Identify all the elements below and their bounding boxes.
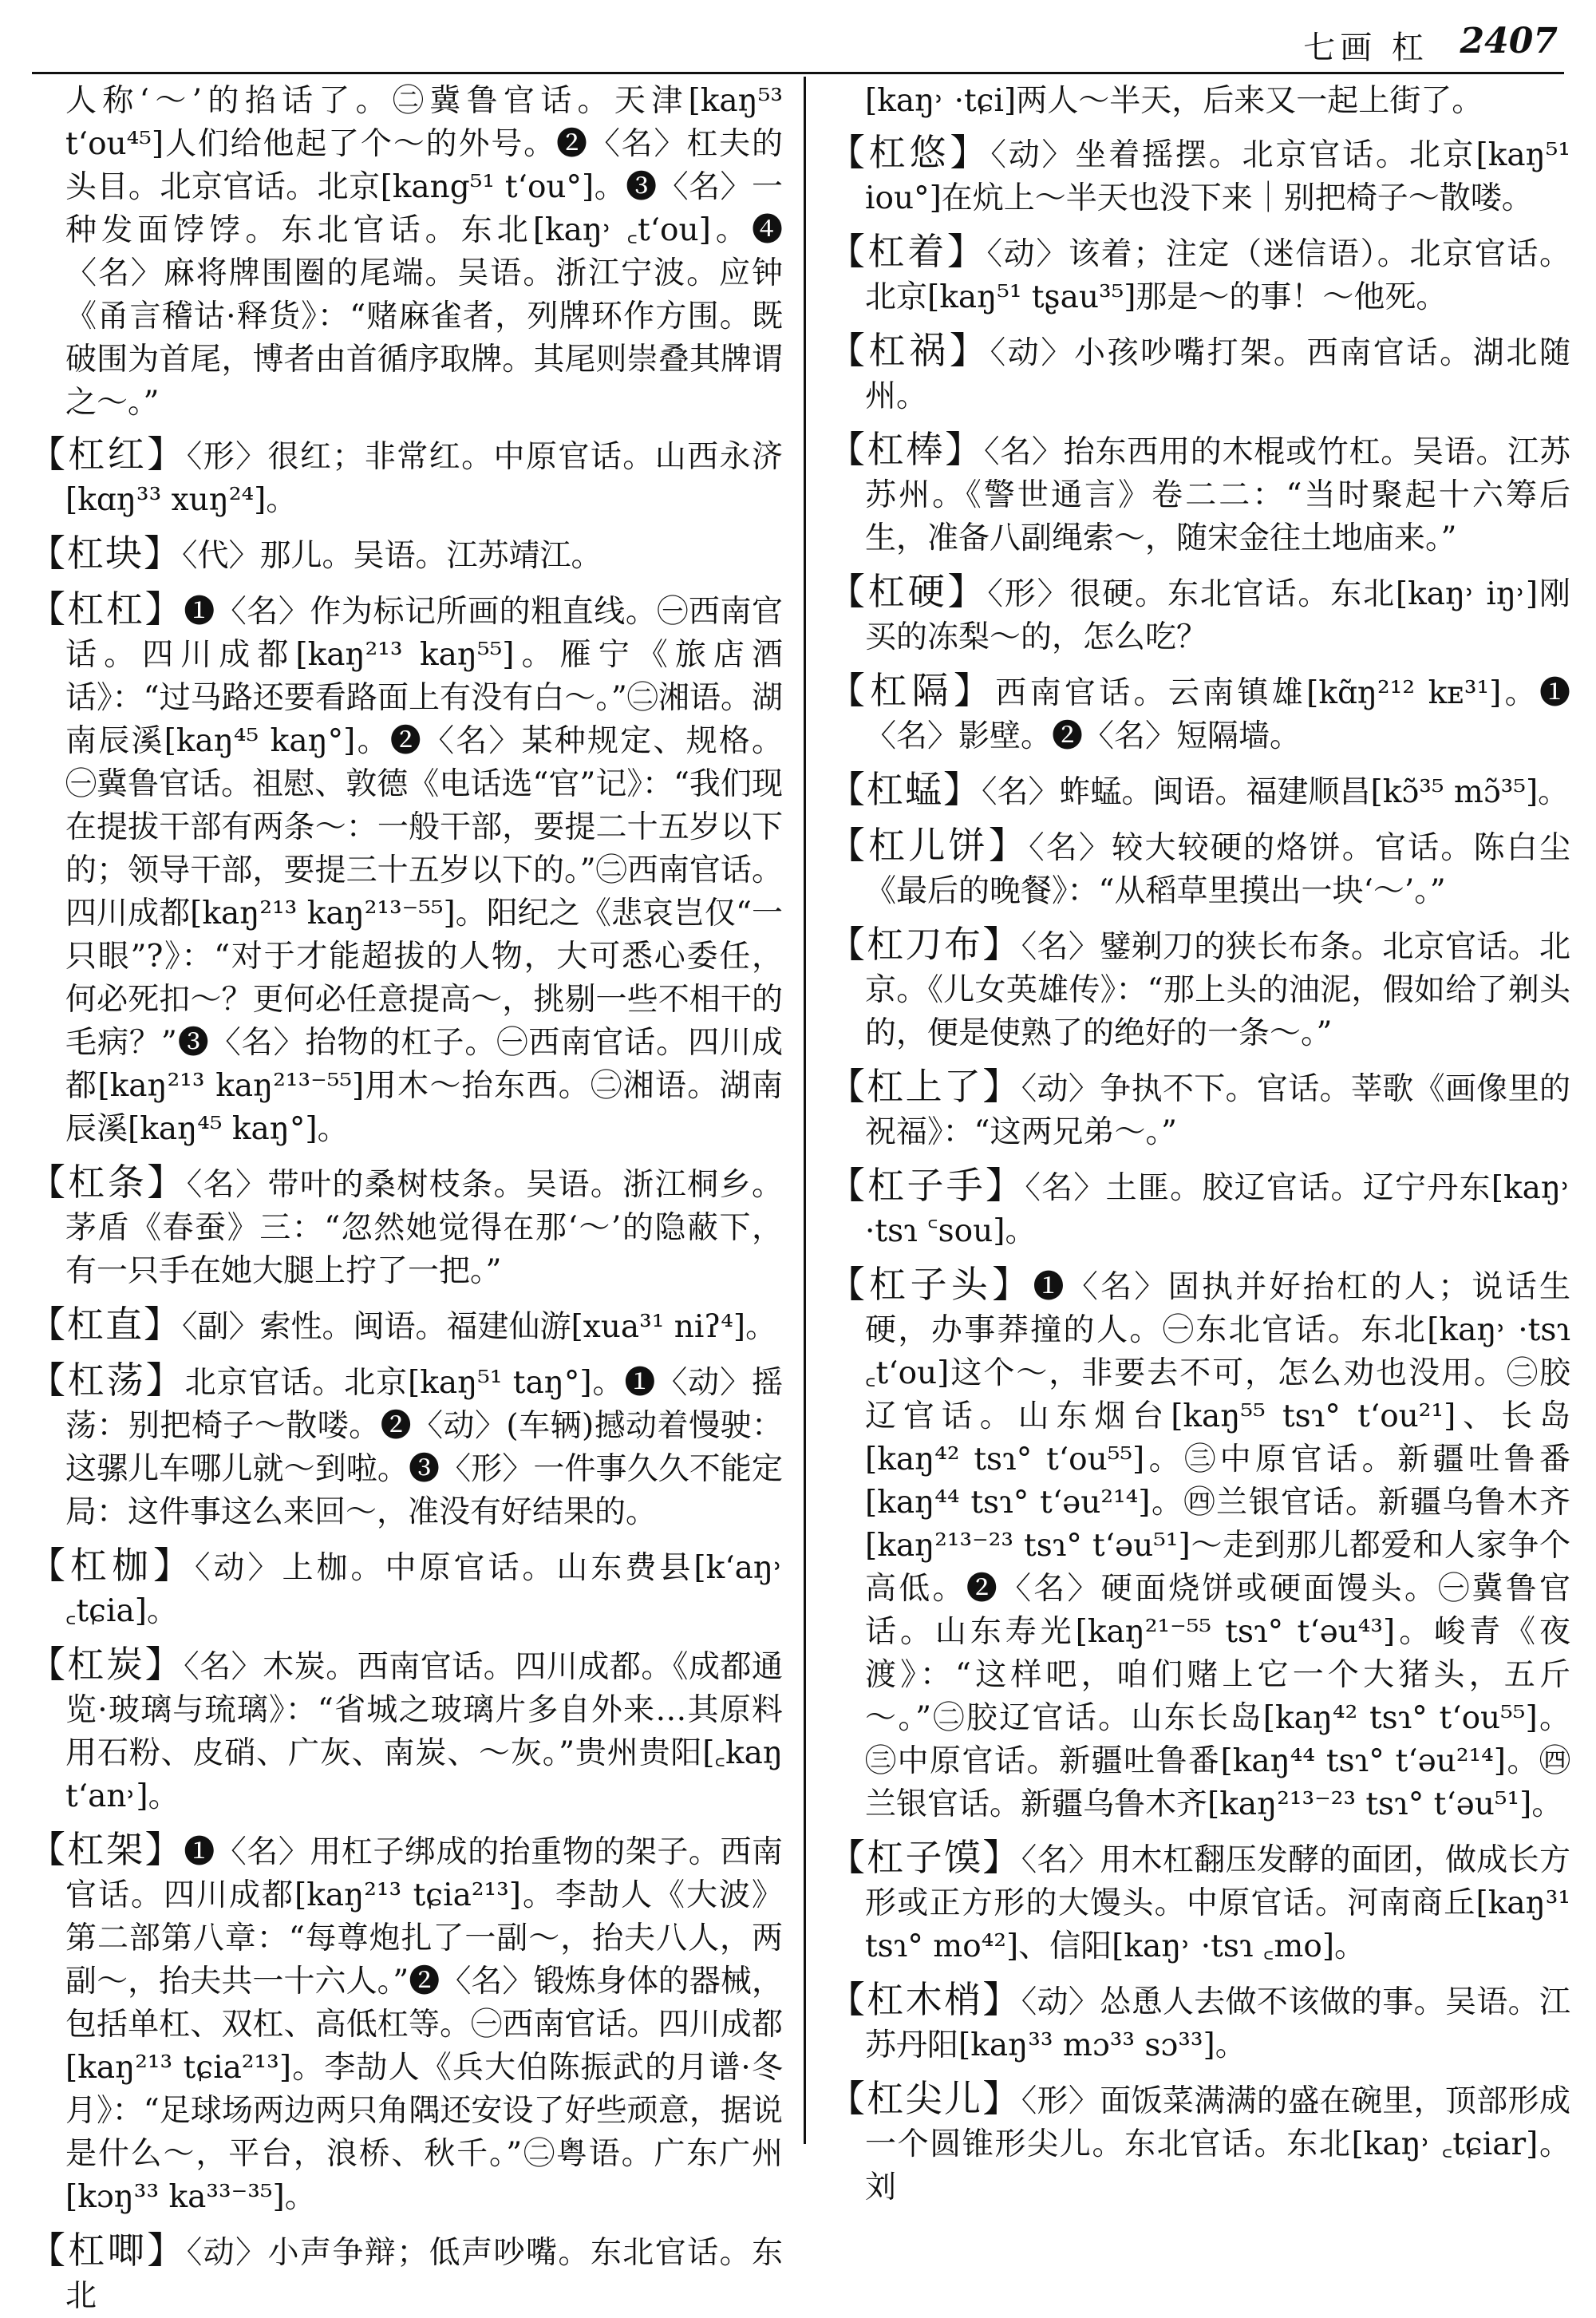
entry-headword: 【杠着】 xyxy=(828,230,987,273)
dictionary-entry xyxy=(828,1836,1570,1968)
dictionary-entry xyxy=(828,1065,1570,1154)
entry-definition: 〈动〉该着；注定（迷信语）。北京官话。北京[kaŋ⁵¹ tʂau³⁵]那是～的事！～他死。 xyxy=(865,236,1570,315)
dictionary-entry xyxy=(828,669,1570,758)
entry-definition: 〈形〉很红；非常红。中原官话。山西永济[kɑŋ³³ xuŋ²⁴]。 xyxy=(65,439,783,518)
dictionary-entry xyxy=(29,433,783,522)
dictionary-entry xyxy=(29,1303,783,1349)
entry-definition: 〈动〉争执不下。官话。莘歌《画像里的祝福》：“这两兄弟～。” xyxy=(865,1071,1570,1150)
entry-definition: 〈名〉带叶的桑树枝条。吴语。浙江桐乡。茅盾《春蚕》三：“忽然她觉得在那‘～’的隐蔽下，有一只手在她大腿上拧了一把。” xyxy=(65,1167,783,1289)
entry-headword: 【杠上了】 xyxy=(828,1065,1021,1108)
entry-definition: 北京官话。北京[kaŋ⁵¹ taŋ°]。❶〈动〉摇荡：别把椅子～散喽。❷〈动〉(车辆)撼动着慢驶：这骡儿车哪儿就～到啦。❸〈形〉一件事久久不能定局：这件事这么来回～，准没有好结果的。 xyxy=(65,1365,784,1530)
entry-definition: 〈名〉鐾剃刀的狭长布条。北京官话。北京。《儿女英雄传》：“那上头的油泥，假如给了剃头的，便是使熟了的绝好的一条～。” xyxy=(865,929,1570,1051)
entry-headword: 【杠蜢】 xyxy=(828,768,982,811)
entry-definition: ❶〈名〉用杠子绑成的抬重物的架子。西南官话。四川成都[kaŋ²¹³ tɕia²¹³]。李劼人《大波》第二部第八章：“每尊炮扎了一副～，抬夫八人，两副～，抬夫共一十六人。”❷〈名〉锻炼身体的器械，包括单杠、双杠、高低杠等。㊀西南官话。四川成都[kaŋ²¹³ tɕia²¹³]。李劼人《兵大伯陈振武的月谱·冬月》：“足球场两边两只角隅还安设了好些顽意，据说是什么～，平台，浪桥、秋千。”㊁粤语。广东广州[kɔŋ³³ ka³³⁻³⁵]。 xyxy=(65,1834,783,2215)
dictionary-entry xyxy=(29,587,783,1151)
dictionary-entry xyxy=(29,532,783,578)
entry-headword: 【杠枷】 xyxy=(29,1544,195,1587)
dictionary-entry xyxy=(828,1263,1570,1826)
entry-headword: 【杠棒】 xyxy=(828,428,984,471)
entry-headword: 【杠架】 xyxy=(29,1828,184,1871)
dictionary-entry xyxy=(828,230,1570,319)
entry-headword: 【杠条】 xyxy=(29,1161,187,1204)
dictionary-entry xyxy=(828,923,1570,1055)
right-column xyxy=(828,80,1571,2205)
entry-headword: 【杠荡】 xyxy=(29,1359,185,1402)
entry-definition: ❶〈名〉固执并好抬杠的人；说话生硬，办事莽撞的人。㊀东北官话。东北[kaŋ˒ ·tsɿ ꜀tʻou]这个～，非要去不可，怎么劝也没用。㊁胶辽官话。山东烟台[kaŋ⁵⁵ tsɿ° tʻou²¹]、长岛[kaŋ⁴² tsɿ° tʻou⁵⁵]。㊂中原官话。新疆吐鲁番[kaŋ⁴⁴ tsɿ° tʻəu²¹⁴]。㊃兰银官话。新疆乌鲁木齐[kaŋ²¹³⁻²³ tsɿ° tʻəu⁵¹]～走到那儿都爱和人家争个高低。❷〈名〉硬面烧饼或硬面馒头。㊀冀鲁官话。山东寿光[kaŋ²¹⁻⁵⁵ tsɿ° tʻəu⁴³]。峻青《夜渡》：“这样吧，咱们赌上它一个大猪头，五斤～。”㊁胶辽官话。山东长岛[kaŋ⁴² tsɿ° tʻou⁵⁵]。㊂中原官话。新疆吐鲁番[kaŋ⁴⁴ tsɿ° tʻəu²¹⁴]。㊃兰银官话。新疆乌鲁木齐[kaŋ²¹³⁻²³ tsɿ° tʻəu⁵¹]。 xyxy=(865,1269,1570,1822)
entry-definition: 西南官话。云南镇雄[kɑ̃ŋ²¹² kᴇ³¹]。❶〈名〉影壁。❷〈名〉短隔墙。 xyxy=(865,675,1570,754)
dictionary-entry xyxy=(828,824,1570,913)
dictionary-entry xyxy=(828,428,1570,560)
left-column xyxy=(29,80,784,2314)
dictionary-entry xyxy=(29,1828,783,2219)
entry-definition: 〈名〉蚱蜢。闽语。福建顺昌[kɔ̃³⁵ mɔ̃³⁵]。 xyxy=(982,774,1570,810)
entry-definition: 〈名〉用木杠翻压发酵的面团，做成长方形或正方形的大馒头。中原官话。河南商丘[kaŋ³¹ tsɿ° mo⁴²]、信阳[kaŋ˒ ·tsɿ ꜀mo]。 xyxy=(865,1842,1570,1964)
entry-headword: 【杠块】 xyxy=(29,532,182,575)
entry-headword: 【杠尖儿】 xyxy=(828,2077,1021,2120)
entry-definition: 〈形〉面饭菜满满的盛在碗里，顶部形成一个圆锥形尖儿。东北官话。东北[kaŋ˒ ꜀tɕiar]。刘 xyxy=(865,2083,1570,2205)
entry-headword: 【杠刀布】 xyxy=(828,923,1021,966)
entry-definition: 〈形〉很硬。东北官话。东北[kaŋ˒ iŋ˒]刚买的冻梨～的，怎么吃？ xyxy=(865,576,1571,655)
entry-definition: 〈动〉怂恿人去做不该做的事。吴语。江苏丹阳[kaŋ³³ mɔ³³ sɔ³³]。 xyxy=(865,1984,1570,2063)
column-divider xyxy=(804,77,806,2144)
dictionary-entry xyxy=(828,329,1570,418)
running-title: 七画 杠 xyxy=(1303,30,1428,66)
entry-definition: 〈代〉那儿。吴语。江苏靖江。 xyxy=(182,538,602,574)
entry-definition: 〈动〉坐着摇摆。北京官话。北京[kaŋ⁵¹ iou°]在炕上～半天也没下来｜别把椅子～散喽。 xyxy=(865,137,1570,216)
page-number: 2407 xyxy=(1460,21,1558,61)
entry-definition: 〈名〉木炭。西南官话。四川成都。《成都通览·玻璃与琉璃》：“省城之玻璃片多自外来…其原料用石粉、皮硝、广灰、南炭、～灰。”贵州贵阳[꜀kaŋ tʻan˒]。 xyxy=(65,1649,783,1814)
entry-headword: 【杠木梢】 xyxy=(828,1978,1021,2021)
entry-definition: 〈动〉小孩吵嘴打架。西南官话。湖北随州。 xyxy=(865,335,1570,414)
dictionary-entry xyxy=(29,1643,783,1818)
entry-headword: 【杠直】 xyxy=(29,1303,182,1346)
dictionary-entry xyxy=(828,570,1570,659)
dictionary-entry xyxy=(828,1978,1570,2067)
entry-headword: 【杠子馍】 xyxy=(828,1836,1021,1879)
entry-definition: 〈名〉土匪。胶辽官话。辽宁丹东[kaŋ˒ ·tsɿ ꜂sou]。 xyxy=(865,1170,1570,1249)
dictionary-entry xyxy=(29,1161,783,1293)
entry-headword: 【杠子手】 xyxy=(828,1164,1025,1207)
entry-headword: 【杠炭】 xyxy=(29,1643,184,1686)
dictionary-entry xyxy=(29,1544,783,1633)
dictionary-entry xyxy=(828,2077,1570,2209)
entry-headword: 【杠唧】 xyxy=(29,2229,187,2272)
dictionary-entry xyxy=(29,2229,783,2318)
entry-definition: 〈动〉小声争辩；低声吵嘴。东北官话。东北 xyxy=(65,2235,783,2314)
entry-headword: 【杠儿饼】 xyxy=(828,824,1029,867)
entry-definition: ❶〈名〉作为标记所画的粗直线。㊀西南官话。四川成都[kaŋ²¹³ kaŋ⁵⁵]。雁宁《旅店酒话》：“过马路还要看路面上有没有白～。”㊁湘语。湖南辰溪[kaŋ⁴⁵ kaŋ°]。❷〈名〉某种规定、规格。㊀冀鲁官话。祖慰、敦德《电话选“官”记》：“我们现在提拔干部有两条～：一般干部，要提二十五岁以下的；领导干部，要提三十五岁以下的。”㊁西南官话。四川成都[kaŋ²¹³ kaŋ²¹³⁻⁵⁵]。阳纪之《悲哀岂仅“一只眼”?》：“对于才能超拔的人物，大可悉心委任，何必死扣～？更何必任意提高～，挑剔一些不相干的毛病？”❸〈名〉抬物的杠子。㊀西南官话。四川成都[kaŋ²¹³ kaŋ²¹³⁻⁵⁵]用木～抬东西。㊁湘语。湖南辰溪[kaŋ⁴⁵ kaŋ°]。 xyxy=(65,594,783,1147)
entry-headword: 【杠隔】 xyxy=(828,669,996,712)
entry-headword: 【杠硬】 xyxy=(828,570,988,613)
continued-entry-text: 人称‘～’的掐话了。㊁冀鲁官话。天津[kaŋ⁵³ tʻou⁴⁵]人们给他起了个～的外号。❷〈名〉杠夫的头目。北京官话。北京[kang⁵¹ tʻou°]。❸〈名〉一种发面饽饽。东北官话。东北[kaŋ˒ ꜀tʻou]。❹〈名〉麻将牌围圈的尾端。吴语。浙江宁波。应钟《甬言稽诂·释货》：“赌麻雀者，列牌环作方围。既破围为首尾，博者由首循序取牌。其尾则崇叠其牌谓之～。” xyxy=(65,83,783,421)
entry-definition: 〈名〉较大较硬的烙饼。官话。陈白尘《最后的晚餐》：“从稻草里摸出一块‘～’。” xyxy=(865,830,1570,909)
page-header xyxy=(32,11,1564,74)
dictionary-entry xyxy=(828,131,1570,220)
entry-headword: 【杠祸】 xyxy=(828,329,990,372)
entry-headword: 【杠子头】 xyxy=(828,1263,1033,1306)
entry-definition: 〈名〉抬东西用的木棍或竹杠。吴语。江苏苏州。《警世通言》卷二二：“当时聚起十六筹后生，准备八副绳索～，随宋金往土地庙来。” xyxy=(865,434,1570,556)
continued-entry-text: [kaŋ˒ ·tɕi]两人～半天，后来又一起上街了。 xyxy=(865,83,1483,119)
dictionary-entry xyxy=(29,1359,783,1534)
entry-headword: 【杠红】 xyxy=(29,433,187,476)
dictionary-entry xyxy=(828,768,1570,814)
entry-definition: 〈动〉上枷。中原官话。山东费县[kʻaŋ˒ ꜀tɕia]。 xyxy=(65,1550,784,1629)
entry-headword: 【杠悠】 xyxy=(828,131,991,174)
entry-definition: 〈副〉索性。闽语。福建仙游[xua³¹ niʔ⁴]。 xyxy=(182,1309,777,1345)
entry-headword: 【杠杠】 xyxy=(29,587,184,631)
dictionary-entry xyxy=(828,1164,1570,1253)
